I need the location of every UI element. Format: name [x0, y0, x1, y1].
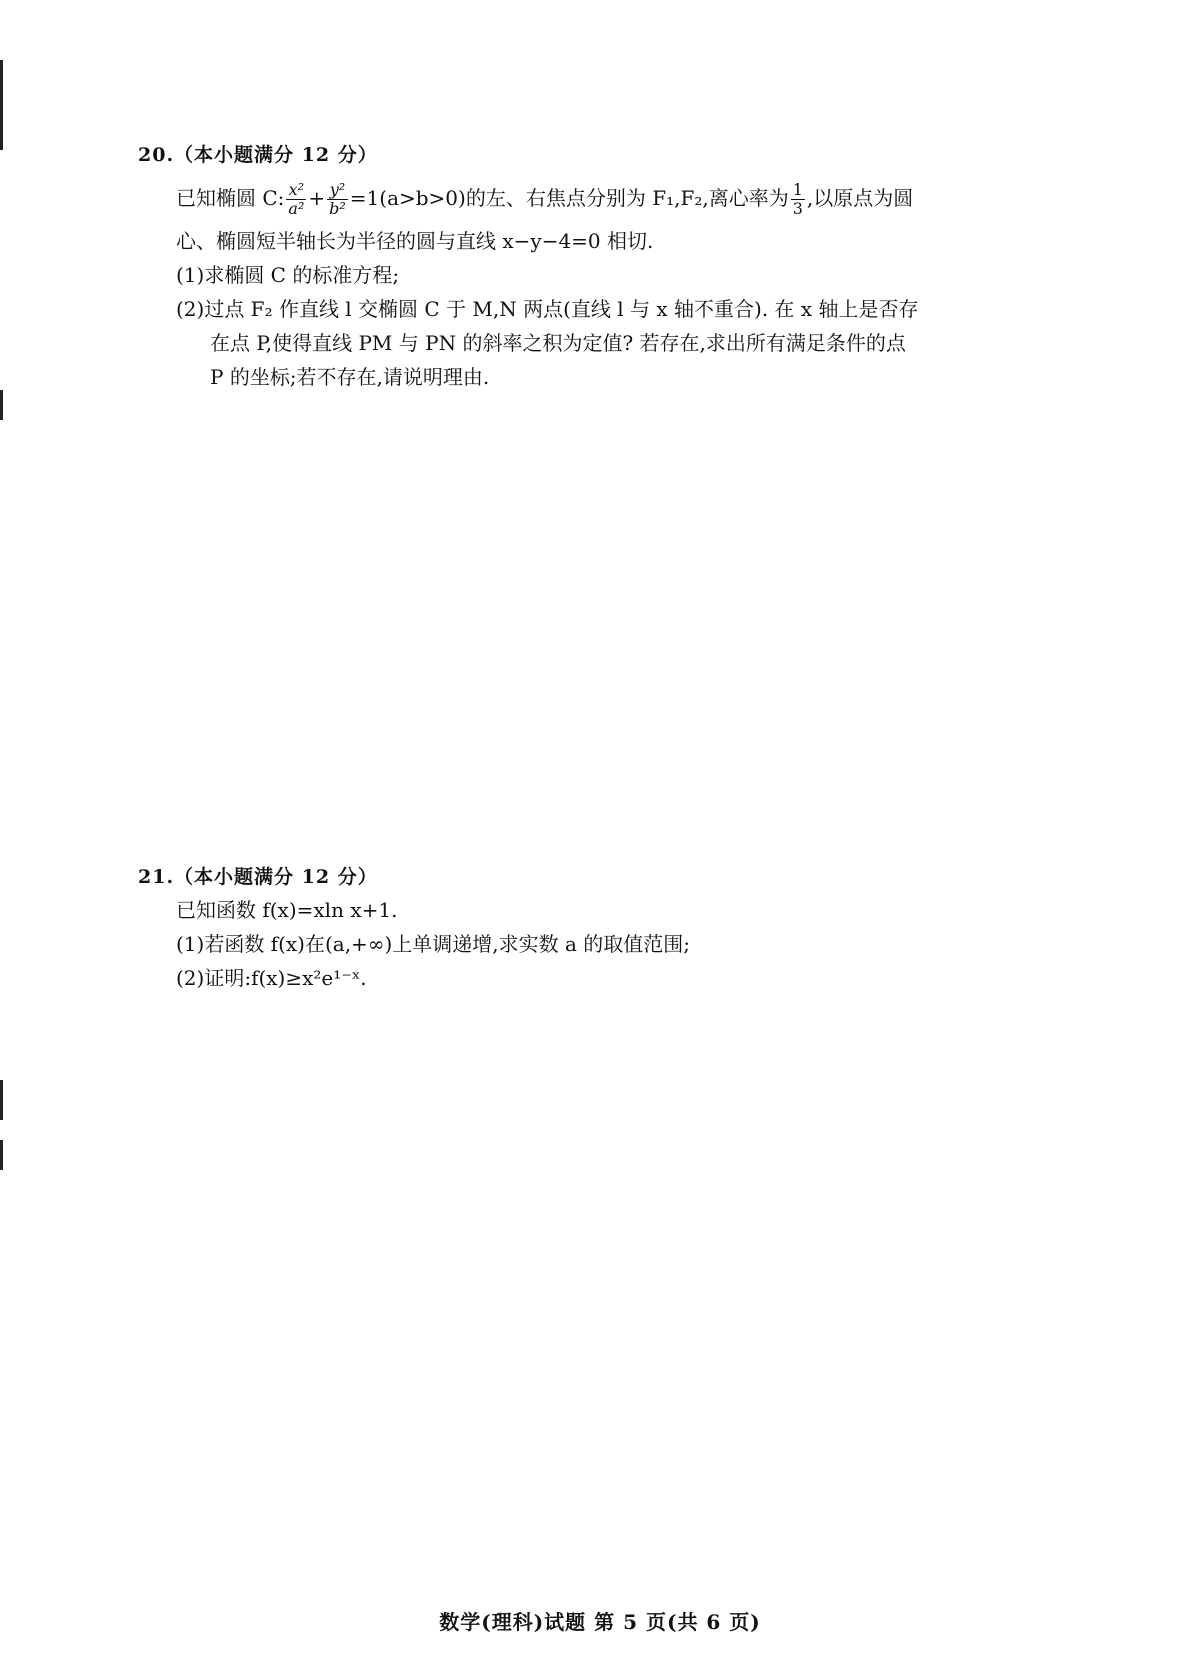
statement-text: ,以原点为圆 [806, 186, 914, 210]
page-footer: 数学(理科)试题 第 5 页(共 6 页) [439, 1610, 761, 1634]
problem-20 [138, 140, 1068, 394]
statement-text: =1(a>b>0)的左、右焦点分别为 F₁,F₂,离心率为 [349, 186, 789, 210]
problem-21-header: 21.（本小题满分 12 分） [138, 866, 378, 888]
problem-20-part-1: (1)求椭圆 C 的标准方程; [176, 263, 400, 287]
problem-21-part-2: (2)证明:f(x)≥x²e¹⁻ˣ. [176, 966, 367, 990]
fraction-one-third: $\frac{1}{3}$ [792, 180, 803, 218]
problem-21 [138, 862, 1068, 995]
problem-20-statement-line-1 [138, 181, 1068, 218]
scan-edge-mark [0, 60, 3, 150]
scan-edge-mark [0, 1080, 3, 1120]
scan-edge-mark [0, 390, 3, 420]
problem-20-part-2-line-2: 在点 P,使得直线 PM 与 PN 的斜率之积为定值? 若存在,求出所有满足条件的点 [210, 331, 906, 355]
problem-21-statement: 已知函数 f(x)=xln x+1. [176, 898, 398, 922]
problem-20-part-2-line-1: (2)过点 F₂ 作直线 l 交椭圆 C 于 M,N 两点(直线 l 与 x 轴不重合). 在 x 轴上是否存 [176, 297, 919, 321]
scan-edge-mark [0, 1140, 3, 1170]
fraction-y2-b2: $\frac{\text{y²}}{\text{b²}}$ [329, 180, 346, 218]
problem-20-statement-line-2: 心、椭圆短半轴长为半径的圆与直线 x−y−4=0 相切. [176, 229, 654, 253]
problem-20-header: 20.（本小题满分 12 分） [138, 144, 378, 166]
problem-21-part-1: (1)若函数 f(x)在(a,+∞)上单调递增,求实数 a 的取值范围; [176, 932, 691, 956]
statement-text: 已知椭圆 C: [176, 186, 285, 210]
problem-20-part-2-line-3: P 的坐标;若不存在,请说明理由. [210, 365, 490, 389]
plus-sign: + [308, 186, 326, 210]
fraction-x2-a2: $\frac{\text{x²}}{\text{a²}}$ [288, 180, 305, 218]
